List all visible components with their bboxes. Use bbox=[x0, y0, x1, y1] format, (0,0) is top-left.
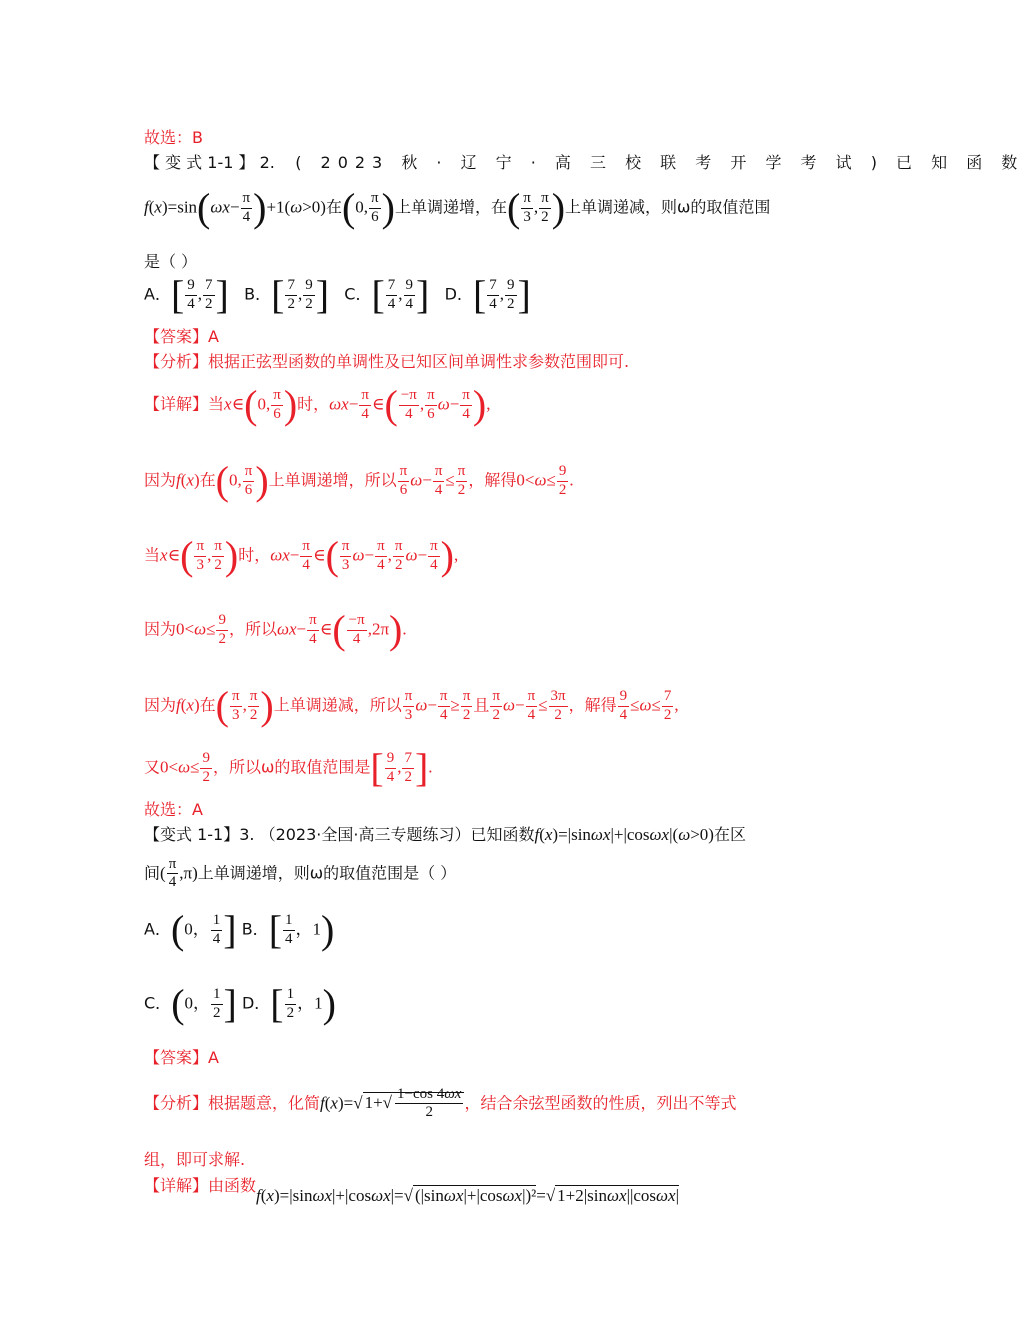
detail-3: 【详解】由函数f(x)=|sinωx|+|cosωx|=√ (|sinωx|+|cosωx|)²=√ 1+2|sinωx||cosωx| bbox=[144, 1176, 680, 1205]
analysis-2: 【分析】根据正弦型函数的单调性及已知区间单调性求参数范围即可. bbox=[144, 352, 630, 371]
line-choice-b: 故选：B bbox=[144, 128, 203, 147]
detail-2-step1: 【详解】当x∈(0, $\frac{\pi}{6}$ )时，ωx− $\frac{\pi}{4}$ ∈( $\frac{-\pi}{4}$ , $\frac{\pi}{6}$ ω− $\frac{\pi}{4}$ ), bbox=[144, 382, 491, 427]
answer-2: 【答案】A bbox=[144, 327, 219, 346]
detail-2-step6: 又0<ω≤ $\frac{9}{2}$ ，所以ω的取值范围是[ $\frac{9}{4}$ , $\frac{7}{2}$ ]. bbox=[144, 745, 433, 790]
detail-2-step2: 因为f(x)在(0, $\frac{\pi}{6}$ )上单调递增，所以 $\frac{\pi}{6}$ ω− $\frac{\pi}{4}$ ≤ $\frac{\pi}{2}$ ，解得0<ω≤ $\frac{9}{2}$ . bbox=[144, 458, 574, 503]
detail-2-step5: 因为f(x)在( $\frac{\pi}{3}$ , $\frac{\pi}{2}$ )上单调递减，所以 $\frac{\pi}{3}$ ω− $\frac{\pi}{4}$ ≥ $\frac{\pi}{2}$ 且 $\frac{\pi}{2}$ ω− $\frac{\pi}{4}$ ≤ $\frac{3\pi}{2}$ ，解得 $\frac{9}{4}$ ≤ω≤ $\frac{7}{2}$ , bbox=[144, 683, 679, 728]
problem-2-function: f(x)=sin(ωx− $\frac{\pi}{4}$ )+1(ω>0)在(0, $\frac{\pi}{6}$ )上单调递增，在( $\frac{\pi}{3}$ , $\frac{\pi}{2}$ )上单调递减，则ω的取值范围 bbox=[144, 185, 771, 230]
problem-3-options-ab: A．(0， $\frac{1}{4}$ ] B．[ $\frac{1}{4}$ ，1) bbox=[144, 907, 335, 952]
analysis-3-cont: 组，即可求解. bbox=[144, 1150, 246, 1169]
line-choice-a: 故选：A bbox=[144, 800, 203, 819]
answer-3: 【答案】A bbox=[144, 1048, 219, 1067]
detail-2-step3: 当x∈( $\frac{\pi}{3}$ , $\frac{\pi}{2}$ )时，ωx− $\frac{\pi}{4}$ ∈( $\frac{\pi}{3}$ ω− $\frac{\pi}{4}$ , $\frac{\pi}{2}$ ω− $\frac{\pi}{4}$ ), bbox=[144, 533, 459, 578]
problem-3-header: 【变式 1-1】3. （2023·全国·高三专题练习）已知函数f(x)=|sinωx|+|cosωx|(ω>0)在区 bbox=[144, 825, 746, 844]
detail-2-step4: 因为0<ω≤ $\frac{9}{2}$ ，所以ωx− $\frac{\pi}{4}$ ∈( $\frac{-\pi}{4}$ ,2π). bbox=[144, 607, 407, 652]
problem-2-header: 【 变 式 1-1 】 2. ( 2023 秋 · 辽 宁 · 高 三 校 联 考 开 学 考 试 ) 已 知 函 数 bbox=[144, 153, 1024, 172]
problem-3-options-cd: C．(0， $\frac{1}{2}$ ] D．[ $\frac{1}{2}$ ，1) bbox=[144, 981, 336, 1026]
problem-2-question-end: 是（ ） bbox=[144, 252, 198, 271]
problem-3-interval: 间( $\frac{\pi}{4}$ ,π)上单调递增，则ω的取值范围是（ ） bbox=[144, 856, 457, 891]
analysis-3: 【分析】根据题意，化简f(x)=√ 1+√ $\frac{1-\cos 4\omega x}{2}$ ，结合余弦型函数的性质，列出不等式 bbox=[144, 1086, 737, 1121]
problem-2-options: A．[ $\frac{9}{4}$ , $\frac{7}{2}$ ] B．[ $\frac{7}{2}$ , $\frac{9}{2}$ ] C．[ $\frac{7}{4}$ , $\frac{9}{4}$ ] D．[ $\frac{7}{4}$ , $\frac{9}{2}$ ] bbox=[144, 272, 531, 317]
